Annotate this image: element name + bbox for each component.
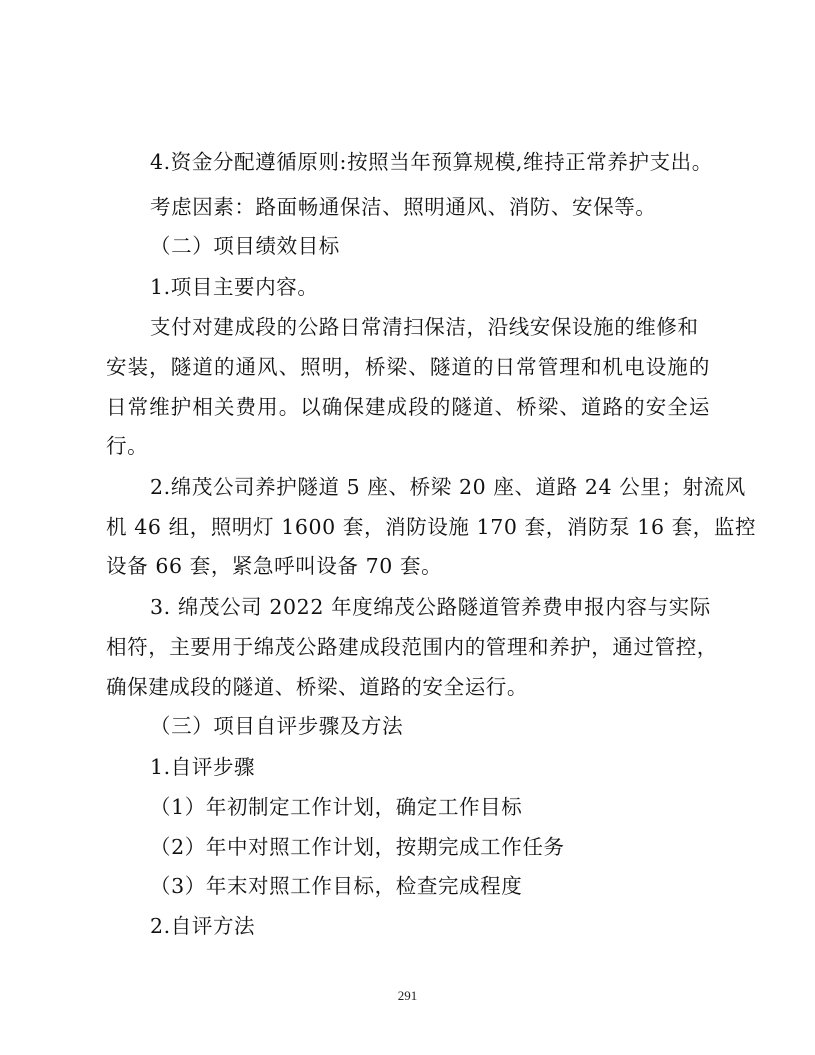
paragraph-line: 1.自评步骤 <box>150 755 256 779</box>
page-number: 291 <box>397 988 418 1003</box>
list-item: （1）年初制定工作计划，确定工作目标 <box>150 795 523 819</box>
paragraph-line: 确保建成段的隧道、桥梁、道路的安全运行。 <box>106 675 528 699</box>
paragraph-line: 行。 <box>106 434 149 458</box>
paragraph-line: 安装，隧道的通风、照明，桥梁、隧道的日常管理和机电设施的 <box>106 355 710 379</box>
section-heading: （三）项目自评步骤及方法 <box>150 714 404 738</box>
paragraph-line: 2.绵茂公司养护隧道 5 座、桥梁 20 座、道路 24 公里；射流风 <box>150 475 746 499</box>
paragraph-line: 设备 66 套，紧急呼叫设备 70 套。 <box>106 554 443 578</box>
paragraph-line: 相符，主要用于绵茂公路建成段范围内的管理和养护，通过管控， <box>106 635 718 659</box>
section-heading: （二）项目绩效目标 <box>150 234 340 258</box>
paragraph-line: 3. 绵茂公司 2022 年度绵茂公路隧道管养费申报内容与实际 <box>150 595 711 619</box>
paragraph-line: 日常维护相关费用。以确保建成段的隧道、桥梁、道路的安全运 <box>106 395 710 419</box>
paragraph-line: 4.资金分配遵循原则:按照当年预算规模,维持正常养护支出。 <box>150 150 713 174</box>
paragraph-line: 支付对建成段的公路日常清扫保洁，沿线安保设施的维修和 <box>150 315 699 339</box>
list-item: （3）年末对照工作目标，检查完成程度 <box>150 874 523 898</box>
paragraph-line: 1.项目主要内容。 <box>150 275 319 299</box>
paragraph-line: 机 46 组，照明灯 1600 套，消防设施 170 套，消防泵 16 套，监控 <box>106 515 757 539</box>
paragraph-line: 2.自评方法 <box>150 914 256 938</box>
list-item: （2）年中对照工作计划，按期完成工作任务 <box>150 835 565 859</box>
paragraph-line: 考虑因素：路面畅通保洁、照明通风、消防、安保等。 <box>150 195 657 219</box>
